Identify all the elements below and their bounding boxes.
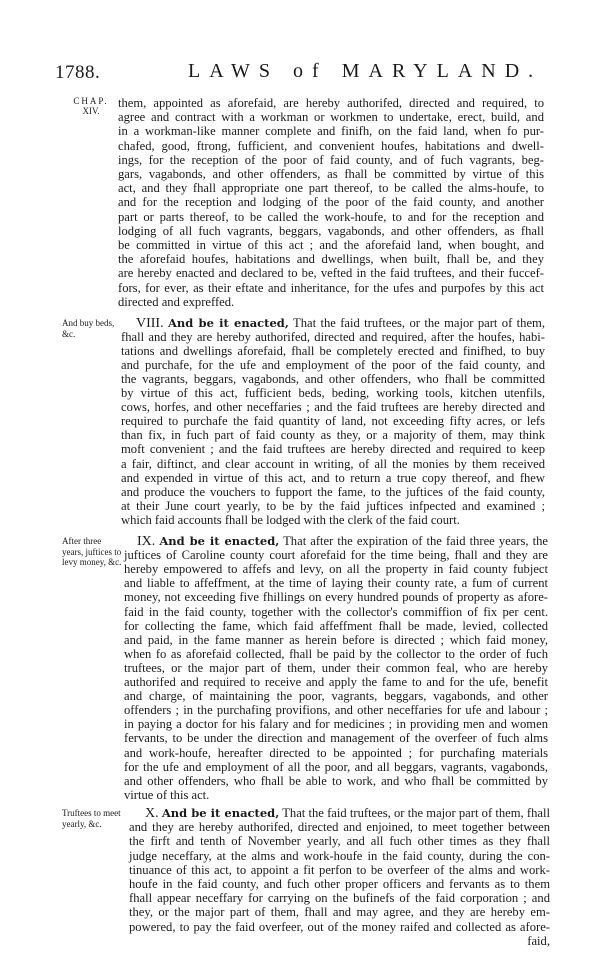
text-line: offenders ; in the purchafing provifions, and other neceffaries for ufe and labour ; (124, 703, 548, 718)
text-line: faid, (527, 933, 550, 948)
text-line: tinuance of this act, to appoint a fit perfon to be overfeer of the alms and work- (129, 862, 550, 877)
chapter-word: CHAP. (73, 96, 109, 106)
text-line: fhall appear neceffary for carrying on the bufinefs of the faid corporation ; and (129, 891, 550, 906)
line-text: That after the expiration of the faid three years, the (283, 534, 548, 548)
line-text: That the faid truftees, or the major part of them, (293, 316, 545, 330)
section-numeral: X. (145, 806, 159, 821)
text-line: and produce the vouchers to fupport the fame, to the juftices of the faid county, (121, 484, 545, 499)
text-line: directed and expreffed. (118, 294, 235, 309)
text-line: virtue of this act. (124, 787, 210, 802)
text-line (136, 316, 545, 331)
margin-note: Truftees to meet yearly, &c. (62, 808, 121, 829)
text-line: them, appointed as aforefaid, are hereby authorifed, directed and required, to (118, 96, 544, 110)
enacting-clause: And be it enacted, (161, 806, 280, 820)
text-line: and for the reception and lodging of the poor of the faid county, and another (118, 195, 544, 210)
text-line: a fair, diftinct, and clear account in writing, of all the monies by them received (121, 456, 545, 471)
text-line: chafed, good, ftrong, fufficient, and convenient houfes, habitations and dwell- (118, 138, 544, 153)
chapter-label (66, 96, 116, 116)
line-text: That the faid truftees, or the major part of them, fhall (282, 806, 550, 820)
text-line: be committed in virtue of this act ; and the aforefaid land, when bought, and (118, 238, 544, 252)
text-line (145, 806, 550, 821)
text-line: required to purchafe the faid quantity of land, not exceeding fifty acres, or lefs (121, 414, 545, 429)
text-line: powered, to pay the faid overfeer, out of the money raifed and collected as afore- (129, 919, 550, 934)
text-line: houfe in the faid county, and fuch other proper officers and fervants as to them (129, 877, 550, 891)
page-title: LAWS of MARYLAND. (188, 60, 543, 82)
text-line: and liable to affeffment, at the time of laying their county rate, a fum of current (124, 576, 548, 591)
text-line: lodging of all fuch vagrants, beggars, vagabonds, and other offenders, as fhall (118, 223, 544, 238)
page-year: 1788. (55, 62, 101, 83)
text-line: for collecting the fame, which faid affeffment fhall be made, levied, collected (124, 618, 548, 633)
text-line: and they are hereby authorifed, directed and enjoined, to meet together between (129, 820, 550, 835)
text-line: hereby empowered to affefs and levy, on all the property in faid county fubject (124, 562, 548, 577)
text-line: at their June court yearly, to be by the faid juftices infpected and examined ; (121, 498, 545, 513)
text-line: and purchafe, for the ufe and employment of the poor of the faid county, and (121, 358, 545, 373)
chapter-number: XIV. (82, 106, 100, 116)
text-line: and expended in virtue of this act, and to return a true copy thereof, and fhew (121, 470, 545, 485)
text-line: in a workman-like manner complete and finifh, on the faid land, when fo pur- (118, 124, 544, 139)
text-line: agree and contract with a workman or workmen to undertake, erect, build, and (118, 110, 544, 125)
text-line: and paid, in the fame manner as herein before is directed ; which faid money, (124, 632, 548, 647)
text-line: they, or the major part of them, fhall and may agree, and they are hereby em- (129, 905, 550, 920)
text-line: and charge, of maintaining the poor, vagrants, beggars, vagabonds, and other (124, 689, 548, 704)
enacting-clause: And be it enacted, (167, 316, 289, 330)
text-line: in paying a doctor for his falary and for medicines ; in providing men and women (124, 717, 548, 732)
text-line: part or parts thereof, to be called the work-houfe, to and for the reception and (118, 209, 544, 224)
text-line: fhall and they are hereby authorifed, directed and required, after the houfes, habi- (121, 330, 545, 345)
text-line: moft convenient ; and the faid truftees are hereby directed and required to keep (121, 442, 545, 457)
text-line: are hereby enacted and declared to be, vefted in the faid truftees, and their fuccef- (118, 266, 544, 281)
text-line: faid in the faid county, together with the collector's commiffion of fix per cent. (124, 604, 548, 619)
text-line: which faid accounts fhall be lodged with the clerk of the faid court. (121, 512, 460, 527)
text-line: tations and dwellings aforefaid, fhall be completely erected and finifhed, to buy (121, 344, 545, 359)
text-line: authorifed and required to receive and apply the fame to and for the ufe, benefit (124, 675, 548, 689)
text-line: juftices of Caroline county court aforefaid for the time being, fhall and they are (124, 548, 548, 563)
text-line: ings, for the reception of the poor of faid county, and of fuch vagrants, beg- (118, 152, 544, 167)
text-line: the firft and tenth of November yearly, and all fuch other times as they fhall (129, 834, 550, 849)
text-line: gars, vagabonds, and other offenders, as fhall be committed by virtue of this (118, 167, 544, 181)
text-line: for the ufe and employment of all the poor, and all beggars, vagrants, vagabonds, (124, 759, 548, 774)
text-line: money, not exceeding five fhillings on every hundred pounds of property as afore- (124, 590, 548, 605)
margin-note: And buy beds, &c. (62, 318, 115, 339)
section-numeral: IX. (137, 534, 156, 549)
text-line: the aforefaid houfes, habitations and dwellings, when built, fhall be, and they (118, 252, 544, 267)
text-line: judge neceffary, at the alms and work-houfe in the faid county, during the con- (129, 848, 550, 863)
text-line: fervants, to be under the direction and management of the overfeer of fuch alms (124, 731, 548, 746)
enacting-clause: And be it enacted, (159, 534, 280, 548)
text-line: and other offenders, who fhall be able to work, and who fhall be committed by (124, 773, 548, 788)
text-line: cows, horfes, and other neceffaries ; and the faid truftees are hereby directed and (121, 400, 545, 415)
text-line: than fix, in fuch part of faid county as they, or a majority of them, may think (121, 428, 545, 443)
text-line: fors, for ever, as their eftate and inheritance, for the ufes and purpofes by this act (118, 280, 544, 295)
text-line: by virtue of this act, fufficient beds, beding, working tools, kitchen utenfils, (121, 386, 545, 401)
text-line: truftees, or the major part of them, under their common feal, who are hereby (124, 660, 548, 675)
margin-note: After three years, juftices to levy money, &c. (62, 536, 122, 567)
text-line (137, 534, 548, 549)
text-line: act, and they fhall appropriate one part thereof, to be called the alms-houfe, to (118, 181, 544, 196)
text-line: the vagrants, beggars, vagabonds, and other offenders, who fhall be committed (121, 372, 545, 387)
text-line: when fo as aforefaid collected, fhall be paid by the collector to the order of fuch (124, 646, 548, 661)
text-line: and work-houfe, hereafter directed to be appointed ; for purchafing materials (124, 745, 548, 760)
section-numeral: VIII. (136, 316, 164, 331)
